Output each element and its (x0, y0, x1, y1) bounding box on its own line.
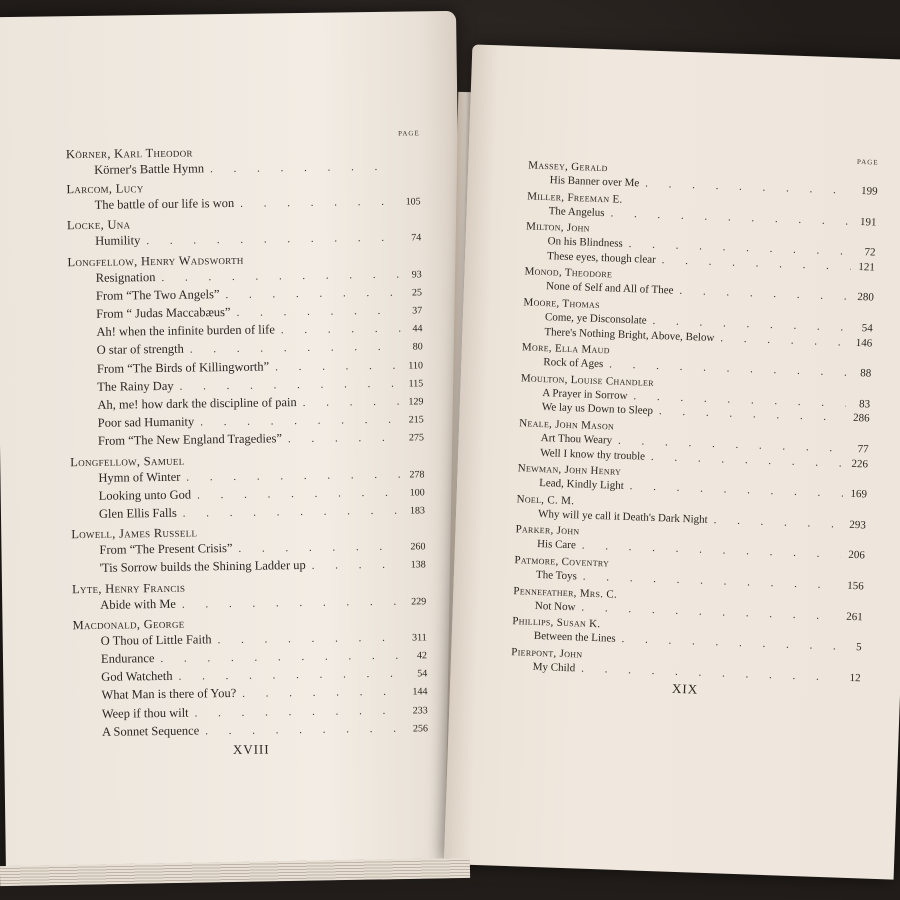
dot-leader (288, 430, 402, 448)
poem-title: On his Blindness (547, 235, 623, 250)
author-name: Körner, Karl Theodor (65, 145, 193, 162)
poem-title: There's Nothing Bright, Above, Below (544, 325, 715, 344)
poem-title: Weep if thou wilt (101, 705, 189, 721)
author-name: Miller, Freeman E. (526, 189, 623, 206)
poem-title: From “The Two Angels” (95, 286, 220, 303)
page-number: 88 (859, 367, 872, 380)
dot-leader (146, 230, 399, 250)
page-number: 280 (857, 291, 875, 304)
poem-title: A Sonnet Sequence (101, 723, 200, 739)
poem-title: Resignation (95, 269, 156, 285)
poem-title: 'Tis Sorrow builds the Shining Ladder up (99, 558, 306, 576)
page-number: 215 (408, 414, 424, 426)
poem-title: Why will ye call it Death's Dark Night (537, 507, 708, 526)
poem-title: Hymn of Winter (98, 469, 181, 485)
poem-title: The Angelus (548, 204, 605, 219)
dot-leader (240, 194, 399, 212)
author-name: Noel, C. M. (516, 492, 575, 507)
dot-leader (190, 339, 401, 358)
poem-title: His Banner over Me (549, 174, 640, 190)
poem-title: His Care (536, 538, 577, 552)
index-entry (72, 556, 426, 579)
page-number: 54 (861, 322, 873, 335)
author-name: Moulton, Louise Chandler (520, 372, 655, 389)
page-number: 110 (408, 359, 424, 372)
index-entry (74, 719, 428, 742)
dot-leader (205, 720, 406, 739)
dot-leader (210, 159, 398, 178)
dot-leader (183, 503, 403, 522)
poem-title: These eyes, though clear (546, 249, 656, 266)
dot-leader (312, 557, 404, 574)
poem-title: From “The Present Crisis” (99, 541, 233, 558)
page-number: 42 (416, 650, 428, 662)
author-name: Patmore, Coventry (514, 554, 610, 570)
page-number: 138 (410, 559, 426, 571)
author-name: More, Ella Maud (521, 341, 610, 357)
dot-leader (178, 666, 405, 685)
left-page (0, 11, 468, 875)
right-page (444, 44, 900, 879)
page-number: 278 (409, 468, 425, 481)
poem-title: Abide with Me (100, 596, 177, 612)
dot-leader (194, 702, 405, 721)
poem-title: Ah, me! how dark the discipline of pain (97, 395, 297, 412)
page-number: 12 (849, 671, 861, 685)
page-number: 260 (410, 541, 426, 553)
dot-leader (182, 593, 405, 612)
index-entry (71, 501, 425, 524)
page-number: 37 (412, 305, 423, 317)
poem-title: Endurance (100, 651, 155, 666)
page-number: 191 (859, 215, 877, 229)
page-number: 169 (850, 487, 868, 501)
page-number: 77 (857, 443, 869, 456)
poem-title: Poor sad Humanity (97, 414, 195, 431)
poem-title: Glen Ellis Falls (98, 505, 177, 521)
dot-leader (197, 484, 403, 503)
page-number: 233 (412, 704, 428, 717)
page-number: 293 (849, 518, 867, 532)
dot-leader (720, 331, 848, 350)
poem-title: Come, ye Disconsolate (544, 311, 647, 327)
page-number: 311 (412, 632, 427, 644)
poem-title: The Rainy Day (97, 378, 174, 394)
author-name: Milton, John (525, 220, 590, 235)
page-number: 80 (412, 341, 423, 353)
page-number: 100 (409, 487, 425, 499)
page-number: 229 (411, 595, 427, 608)
poem-title: Körner's Battle Hymn (94, 161, 205, 177)
poem-title: None of Self and All of Thee (545, 280, 674, 297)
author-name: Massey, Gerald (528, 159, 608, 175)
page-number: 115 (408, 378, 424, 390)
dot-leader (160, 648, 405, 668)
author-name: Pierpont, John (511, 645, 583, 661)
left-author-list (66, 141, 428, 742)
poem-title: The battle of our life is won (94, 196, 235, 213)
poem-title: Well I know thy trouble (540, 446, 646, 463)
poem-title: Looking unto God (98, 487, 192, 503)
poem-title: What Man is there of You? (101, 686, 237, 703)
page-number: 183 (409, 505, 426, 517)
dot-leader (275, 357, 401, 375)
page-number: 275 (408, 432, 425, 444)
page-number: 105 (405, 196, 421, 208)
index-entry (72, 592, 426, 615)
page-number: 129 (408, 396, 424, 408)
poem-title: From “The Birds of Killingworth” (96, 359, 270, 376)
index-entry (67, 193, 421, 216)
poem-title: Between the Lines (533, 629, 616, 645)
poem-title: Humility (95, 233, 141, 249)
right-index-column (510, 146, 879, 703)
poem-title: Ah! when the infinite burden of life (96, 322, 275, 340)
author-name: Newman, John Henry (517, 462, 622, 478)
author-name: Longfellow, Samuel (70, 453, 185, 469)
dot-leader (218, 629, 405, 648)
page-column-label: PAGE (856, 157, 879, 167)
dot-leader (303, 394, 402, 412)
poem-title: The Toys (535, 568, 578, 583)
poem-title: My Child (532, 660, 576, 675)
page-number: 256 (412, 723, 429, 735)
dot-leader (186, 466, 402, 485)
author-name: Macdonald, George (72, 616, 185, 633)
page-number: 144 (412, 686, 428, 698)
poem-title: O star of strength (96, 342, 184, 358)
author-name: Lowell, James Russell (71, 525, 198, 542)
dot-leader (281, 321, 401, 339)
index-entry (66, 157, 420, 179)
page-number: 261 (846, 610, 863, 623)
dot-leader (225, 284, 400, 303)
page-number: 74 (411, 232, 422, 244)
poem-title: A Prayer in Sorrow (542, 386, 628, 402)
poem-title: Rock of Ages (543, 356, 604, 371)
author-name: Locke, Una (66, 217, 131, 233)
page-number: 121 (858, 260, 876, 274)
author-name: Longfellow, Henry Wadsworth (67, 252, 244, 269)
poem-title: God Watcheth (101, 669, 173, 685)
page-number: 226 (851, 457, 869, 470)
dot-leader (179, 375, 401, 394)
page-number: 156 (847, 579, 864, 593)
page-number: 286 (852, 412, 870, 425)
poem-title: Not Now (534, 599, 576, 613)
poem-title: Art Thou Weary (540, 431, 613, 447)
page-number: 54 (417, 668, 428, 680)
page-number: 25 (411, 287, 422, 299)
page-number: 206 (848, 549, 866, 562)
author-name: Lyte, Henry Francis (71, 580, 186, 596)
dot-leader (200, 412, 402, 431)
left-index-column (66, 129, 429, 760)
index-entry (70, 429, 424, 452)
dot-leader (236, 303, 400, 321)
page-number: 72 (864, 246, 876, 259)
author-name: Monod, Theodore (524, 265, 613, 281)
author-name: Neale, John Mason (519, 417, 615, 433)
page-number: 5 (855, 641, 862, 654)
poem-title: Lead, Kindly Light (538, 477, 624, 493)
poem-title: We lay us Down to Sleep (541, 401, 654, 418)
author-name: Moore, Thomas (523, 296, 601, 311)
poem-title: O Thou of Little Faith (100, 632, 212, 648)
dot-leader (242, 684, 406, 702)
page-folio: XVIII (232, 741, 270, 758)
page-number: 83 (858, 397, 871, 411)
right-author-list (511, 158, 879, 685)
author-name: Larcom, Lucy (66, 181, 144, 197)
index-entry (67, 229, 421, 252)
poem-title: From “ Judas Maccabæus” (96, 305, 231, 321)
dot-leader (161, 266, 399, 286)
poem-title: From “The New England Tragedies” (97, 431, 283, 449)
author-name: Parker, John (515, 523, 580, 538)
page-number: 44 (412, 323, 423, 335)
author-name: Pennefather, Mrs. C. (513, 584, 618, 601)
author-name: Phillips, Susan K. (512, 615, 601, 631)
page-number: 93 (411, 268, 422, 281)
page-column-label: PAGE (398, 129, 420, 138)
page-number: 199 (860, 185, 878, 198)
dot-leader (238, 539, 403, 558)
page-number: 146 (855, 336, 873, 350)
dot-leader (713, 513, 842, 532)
page-folio: XIX (671, 681, 699, 697)
